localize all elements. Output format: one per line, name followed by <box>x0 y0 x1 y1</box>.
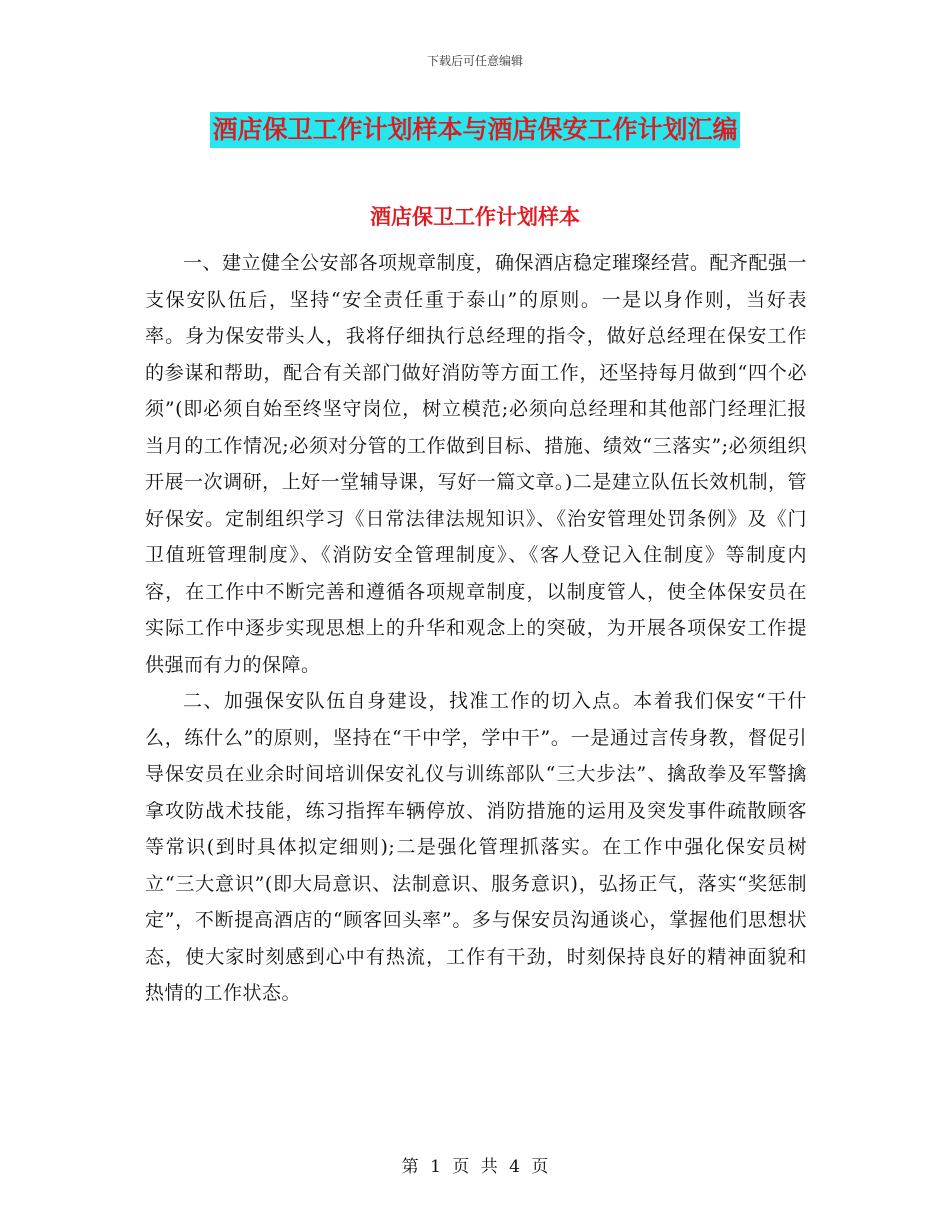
page-footer-number: 第 1 页 共 4 页 <box>401 1157 549 1177</box>
document-body <box>145 245 807 1012</box>
page-header-note: 下载后可任意编辑 <box>426 54 523 68</box>
document-title <box>0 112 950 148</box>
section-title: 酒店保卫工作计划样本 <box>370 204 580 229</box>
document-title-text: 酒店保卫工作计划样本与酒店保安工作计划汇编 <box>210 112 739 148</box>
paragraph-1: 一、建立健全公安部各项规章制度，确保酒店稳定璀璨经营。配齐配强一支保安队伍后，坚持“安全责任重于泰山”的原则。一是以身作则，当好表率。身为保安带头人，我将仔细执行总经理的指令，做好总经理在保安工作的参谋和帮助，配合有关部门做好消防等方面工作，还坚持每月做到“四个必须”(即必须自始至终坚守岗位，树立模范;必须向总经理和其他部门经理汇报当月的工作情况;必须对分管的工作做到目标、措施、绩效“三落实”;必须组织开展一次调研，上好一堂辅导课，写好一篇文章。)二是建立队伍长效机制，管好保安。定制组织学习《日常法律法规知识》、《治安管理处罚条例》及《门卫值班管理制度》、《消防安全管理制度》、《客人登记入住制度》等制度内容，在工作中不断完善和遵循各项规章制度，以制度管人，使全体保安员在实际工作中逐步实现思想上的升华和观念上的突破，为开展各项保安工作提供强而有力的保障。 <box>145 252 808 676</box>
paragraph-2: 二、加强保安队伍自身建设，找准工作的切入点。本着我们保安“干什么，练什么”的原则，坚持在“干中学，学中干”。一是通过言传身教，督促引导保安员在业余时间培训保安礼仪与训练部队“三大步法”、擒敌拳及军警擒拿攻防战术技能，练习指挥车辆停放、消防措施的运用及突发事件疏散顾客等常识(到时具体拟定细则);二是强化管理抓落实。在工作中强化保安员树立“三大意识”(即大局意识、法制意识、服务意识)，弘扬正气，落实“奖惩制定”，不断提高酒店的“顾客回头率”。多与保安员沟通谈心，掌握他们思想状态，使大家时刻感到心中有热流，工作有干劲，时刻保持良好的精神面貌和热情的工作状态。 <box>145 690 807 1004</box>
